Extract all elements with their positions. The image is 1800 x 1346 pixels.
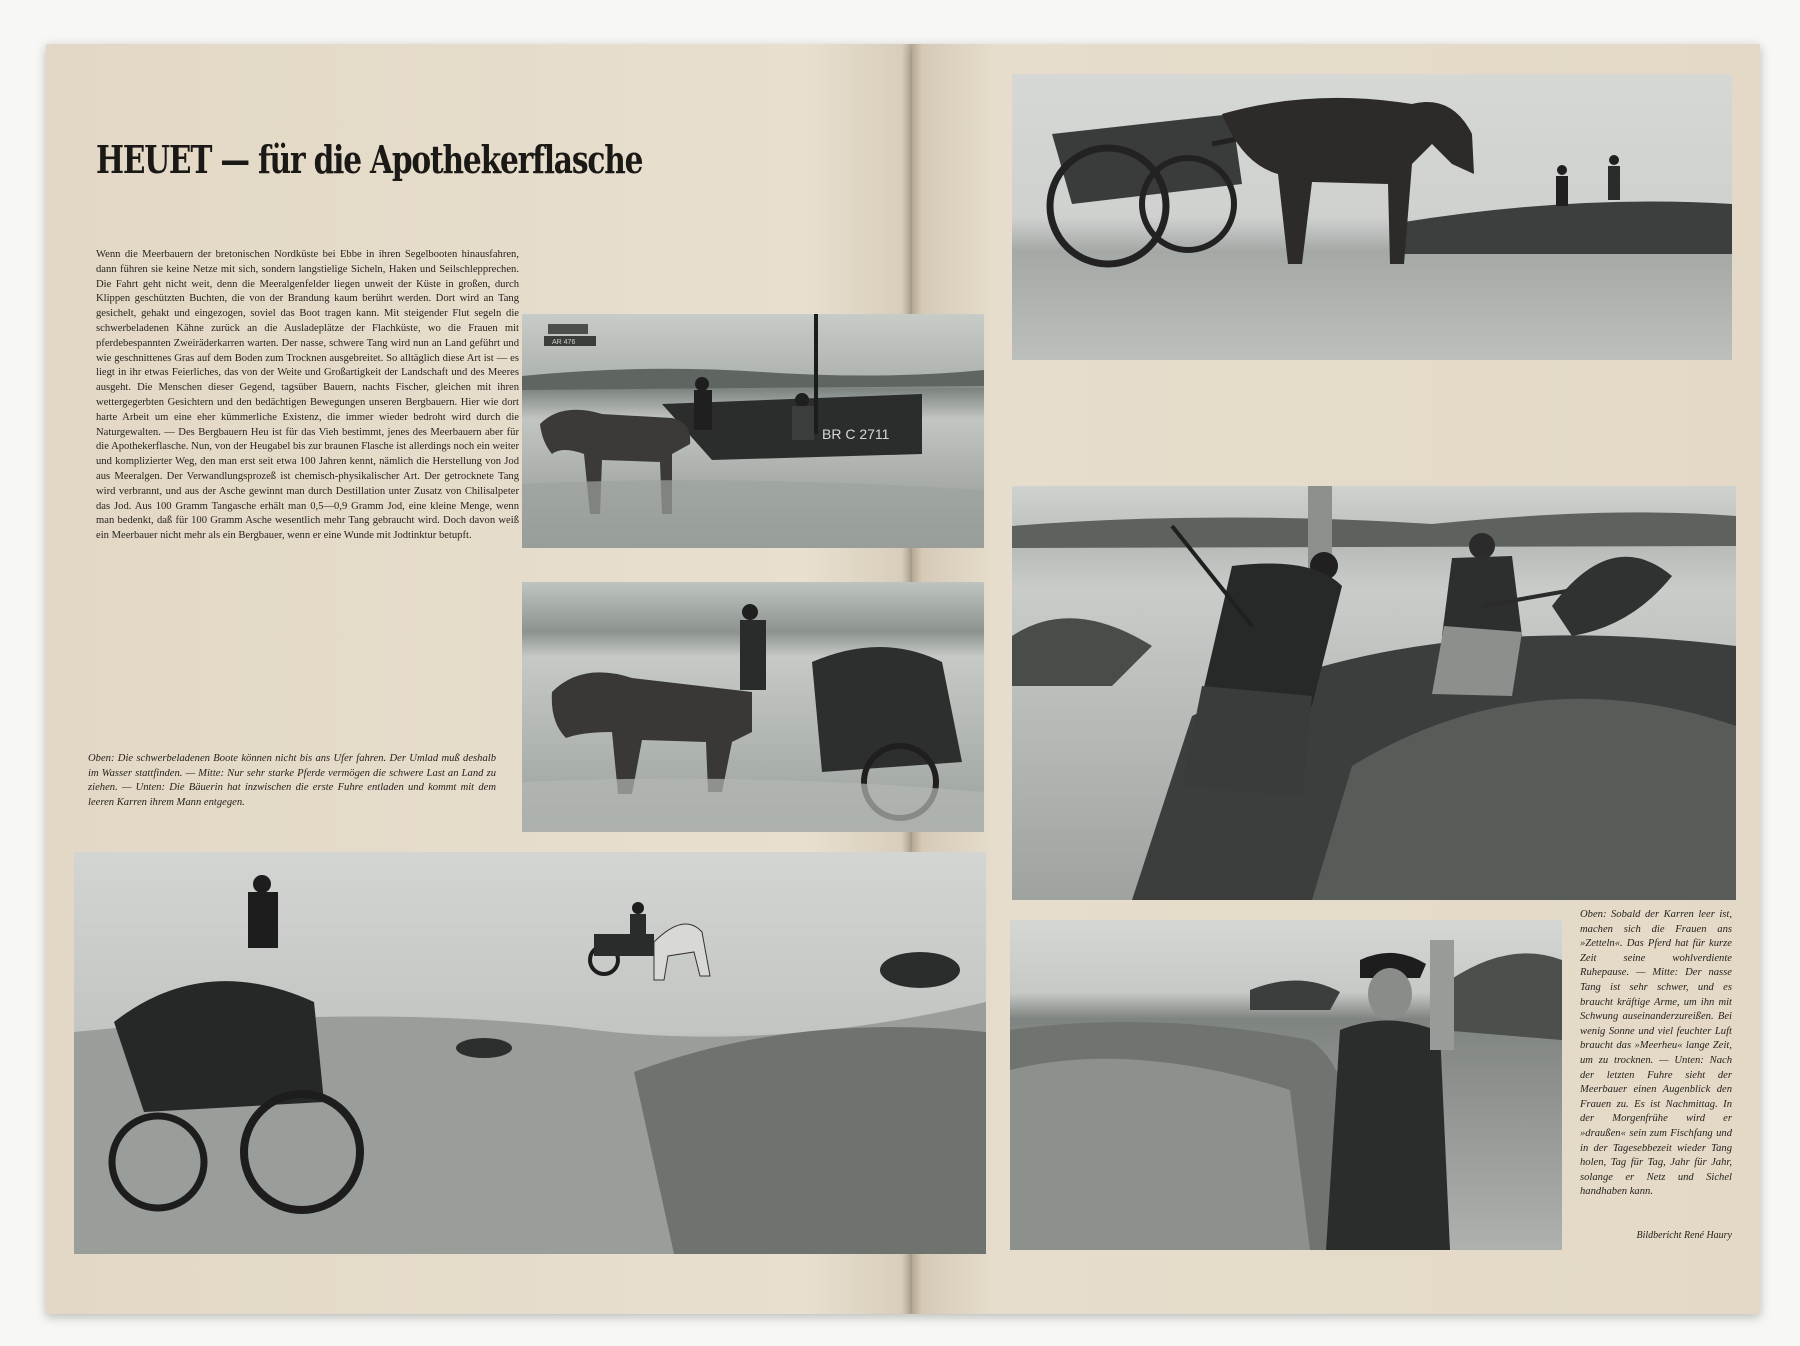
photo-credit: Bildbericht René Haury (1636, 1230, 1732, 1241)
photo-carts-on-beach (74, 852, 986, 1254)
photo-carts-on-beach-image (74, 852, 986, 1254)
boat-label: BR C 2711 (822, 426, 890, 442)
photo-women-pitching (1012, 486, 1736, 900)
photo-horse-in-water-image (522, 582, 984, 832)
photo-farmer-watching (1010, 920, 1562, 1250)
article-body: Wenn die Meerbauern der bretonischen Nordküste bei Ebbe in ihren Segelbooten hinausfahren, dann führen sie keine Netze mit sich, sondern langstielige Sicheln, Haken und Seilschlepprechen. Die Fahrt geht nicht weit, denn die Meeralgenfelder liegen unweit der Küste in großen, durch Klippen geschützten Buchten, die von der Brandung kaum berührt werden. Dort wird an Tang gesichelt, gehakt und eingezogen, soviel das Boot tragen kann. Mit steigender Flut segeln die schwerbeladenen Kähne zurück an die Ausladeplätze der Flachküste, wo die Frauen mit pferdebespannten Zweiräderkarren warten. Der nasse, schwere Tang wird nun an Land geführt und wie geschnittenes Gras auf dem Boden zum Trocknen ausgebreitet. So alltäglich diese Art ist — es liegt in ihr etwas Feierliches, das von der Weite und Großartigkeit der Landschaft und des Meeres ausgeht. Die Menschen dieser Gegend, tagsüber Bauern, nachts Fischer, gleichen mit ihren wettergegerbten Gesichtern und den bedächtigen Bewegungen unseren Bergbauern. Hier wie dort harte Arbeit um eine eher kümmerliche Existenz, die immer wieder bedroht wird durch die Naturgewalten. — Des Bergbauern Heu ist für das Vieh bestimmt, jenes des Meerbauern aber für die Apothekerflasche. Nun, von der Heugabel bis zur braunen Flasche ist allerdings noch ein weiter und komplizierter Weg, den man erst seit etwa 100 Jahren kennt, nämlich die Herstellung von Jod aus Meeralgen. Der Verwandlungsprozeß ist chemisch-physikalischer Art. Der getrocknete Tang wird verbrannt, und aus der Asche gewinnt man durch Destillation unter Zusatz von Chilisalpeter das Jod. Aus 100 Gramm Tangasche erhält man 0,5—0,9 Gramm Jod, eine kleine Menge, wenn man bedenkt, daß für 100 Gramm Asche wesentlich mehr Tang gebraucht wird. Doch davon weiß ein Meerbauer nicht mehr als ein Bergbauer, wenn er eine Wunde mit Jodtinktur betupft. (96, 249, 519, 542)
photo-farmer-watching-image (1010, 920, 1562, 1250)
photo-horse-in-water (522, 582, 984, 832)
photo-horse-resting-image (1012, 74, 1732, 360)
photo-boats-unloading (522, 314, 984, 548)
caption-left: Oben: Die schwerbeladenen Boote können nicht bis ans Ufer fahren. Der Umlad muß deshalb im Wasser stattfinden. — Mitte: Nur sehr starke Pferde vermögen die schwere Last an Land zu ziehen. — Unten: Die Bäuerin hat inzwischen die erste Fuhre entladen und kommt mit dem leeren Karren ihrem Mann entgegen. (88, 753, 496, 808)
photo-women-pitching-image (1012, 486, 1736, 900)
boat-small-label: AR 476 (552, 339, 576, 346)
photo-horse-resting (1012, 74, 1732, 360)
photo-boats-unloading-image (522, 314, 984, 548)
article-title: HEUET — für die Apothekerflasche (96, 137, 643, 183)
caption-right: Oben: Sobald der Karren leer ist, machen sich die Frauen ans »Zetteln«. Das Pferd hat für kurze Zeit seine wohlverdiente Ruhepause. — Mitte: Der nasse Tang ist sehr schwer, und es braucht kräftige Arme, um ihn mit Schwung auseinanderzureißen. Bei wenig Sonne und viel feuchter Luft braucht das »Meerheu« lange Zeit, um zu trocknen. — Unten: Nach der letzten Fuhre sieht der Meerbauer einen Augenblick den Frauen zu. Es ist Nachmittag. In der Morgenfrühe wird er »draußen« sein zum Fischfang und in der Tagesebbezeit wieder Tang holen, Tag für Tag, Jahr für Jahr, solange er Netz und Sichel handhaben kann. (1580, 909, 1732, 1198)
